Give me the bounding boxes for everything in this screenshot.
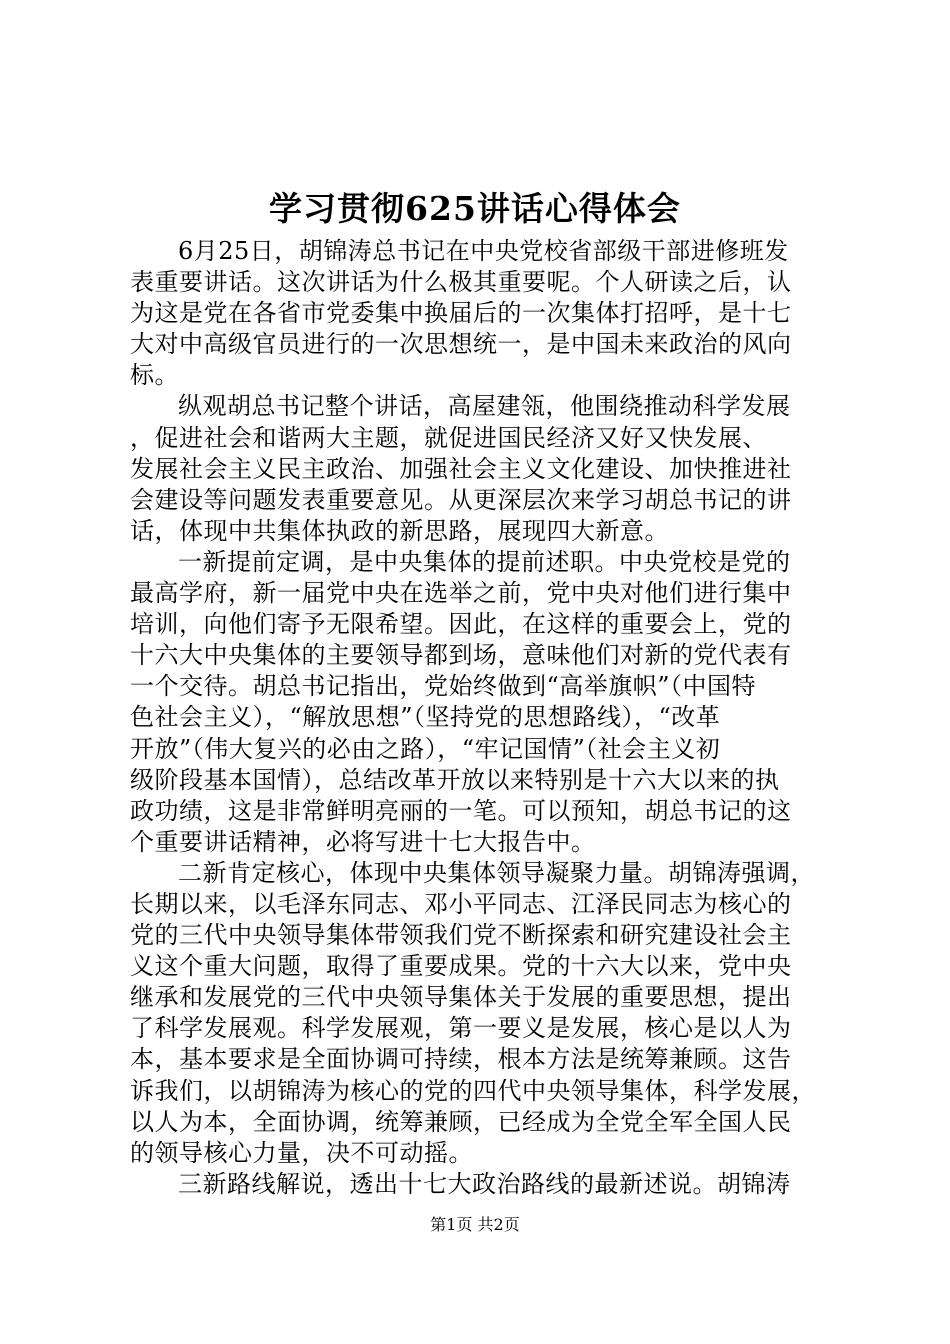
body-line: 了科学发展观。科学发展观，第一要义是发展，核心是以人为 xyxy=(130,1014,792,1043)
body-line: 表重要讲话。这次讲话为什么极其重要呢。个人研读之后，认 xyxy=(130,268,792,297)
body-line: 一新提前定调，是中央集体的提前述职。中央党校是党的 xyxy=(178,547,791,576)
body-line: 纵观胡总书记整个讲话，高屋建瓴，他围绕推动科学发展 xyxy=(178,392,791,421)
document-title: 学习贯彻625讲话心得体会 xyxy=(269,189,681,228)
body-line: 诉我们，以胡锦涛为核心的党的四代中央领导集体，科学发展， xyxy=(130,1076,816,1105)
body-line: 本，基本要求是全面协调可持续，根本方法是统筹兼顾。这告 xyxy=(130,1045,792,1074)
body-line: 培训，向他们寄予无限希望。因此，在这样的重要会上，党的 xyxy=(130,610,792,639)
body-line: 义这个重大问题，取得了重要成果。党的十六大以来，党中央 xyxy=(130,952,792,981)
body-line: 长期以来，以毛泽东同志、邓小平同志、江泽民同志为核心的 xyxy=(130,889,792,918)
body-line: 6月25日，胡锦涛总书记在中央党校省部级干部进修班发 xyxy=(178,237,789,265)
body-line: 为这是党在各省市党委集中换届后的一次集体打招呼，是十七 xyxy=(130,299,792,328)
body-line: 大对中高级官员进行的一次思想统一，是中国未来政治的风向 xyxy=(130,330,792,359)
body-line: 最高学府，新一届党中央在选举之前，党中央对他们进行集中 xyxy=(130,579,792,608)
body-line: 会建设等问题发表重要意见。从更深层次来学习胡总书记的讲 xyxy=(130,485,792,514)
document-body xyxy=(130,236,830,1200)
body-line: 标。 xyxy=(130,361,179,390)
body-line: 级阶段基本国情），总结改革开放以来特别是十六大以来的执 xyxy=(130,765,780,794)
body-line: 话，体现中共集体执政的新思路，展现四大新意。 xyxy=(130,516,669,545)
body-line: 继承和发展党的三代中央领导集体关于发展的重要思想，提出 xyxy=(130,983,792,1012)
body-line: 个重要讲话精神，必将写进十七大报告中。 xyxy=(130,827,596,856)
body-line: 色社会主义），“解放思想”（坚持党的思想路线），“改革 xyxy=(130,703,721,732)
page-footer: 第1页 共2页 xyxy=(430,1215,520,1234)
body-line: 政功绩，这是非常鲜明亮丽的一笔。可以预知，胡总书记的这 xyxy=(130,796,792,825)
body-line: 以人为本，全面协调，统筹兼顾，已经成为全党全军全国人民 xyxy=(130,1107,792,1136)
body-line: 开放”（伟大复兴的必由之路），“牢记国情”（社会主义初 xyxy=(130,734,721,763)
body-line: 十六大中央集体的主要领导都到场，意味他们对新的党代表有 xyxy=(130,641,792,670)
body-line: 二新肯定核心，体现中央集体领导凝聚力量。胡锦涛强调， xyxy=(178,858,815,887)
body-line: 一个交待。胡总书记指出，党始终做到“高举旗帜”（中国特 xyxy=(130,672,757,701)
body-line: 三新路线解说，透出十七大政治路线的最新述说。胡锦涛 xyxy=(178,1169,791,1198)
body-line: ，促进社会和谐两大主题，就促进国民经济又好又快发展、 xyxy=(130,423,767,452)
body-line: 的领导核心力量，决不可动摇。 xyxy=(130,1138,473,1167)
body-line: 发展社会主义民主政治、加强社会主义文化建设、加快推进社 xyxy=(130,454,792,483)
body-line: 党的三代中央领导集体带领我们党不断探索和研究建设社会主 xyxy=(130,921,792,950)
